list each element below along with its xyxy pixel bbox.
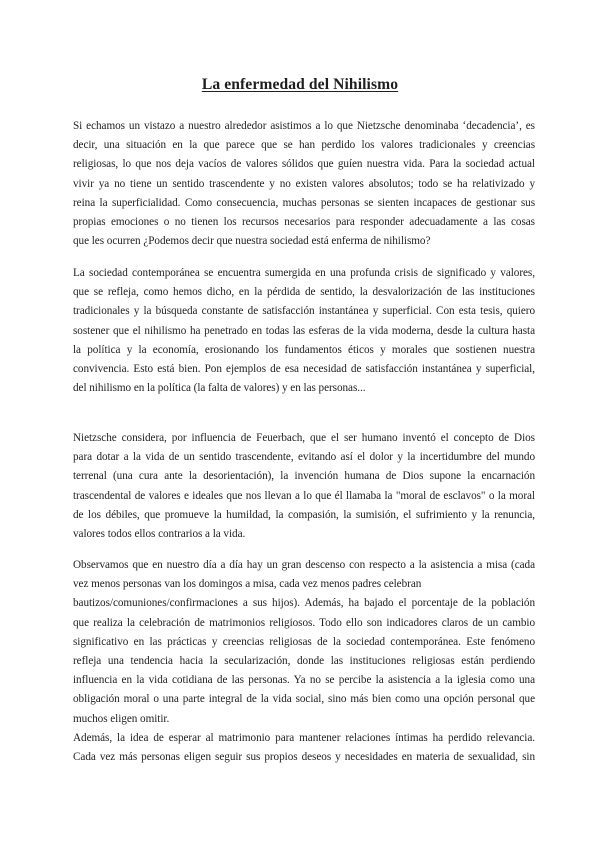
paragraph-line: vez menos personas van los domingos a misa, cada vez menos padres celebran (73, 578, 422, 591)
paragraph-line: terrenal (una cura ante la desorientación), la invención humana de Dios supone la encarnación (73, 470, 535, 483)
paragraph-line: bautizos/comuniones/confirmaciones a sus hijos). Además, ha bajado el porcentaje de la población (73, 597, 535, 610)
paragraph-4 (73, 556, 535, 729)
paragraph-line: obligación moral o una parte integral de la vida social, sino más bien como una opción personal que (73, 693, 535, 706)
paragraph-line: influencia en la vida cotidiana de las personas. Ya no se percibe la asistencia a la iglesia como una (73, 674, 535, 687)
paragraph-line: convivencia. Esto está bien. Pon ejemplos de esa necesidad de satisfacción instantánea y superficial, (73, 362, 535, 375)
paragraph-line: Cada vez más personas eligen seguir sus propios deseos y necesidades en materia de sexualidad, sin (73, 751, 535, 764)
paragraph-line: La sociedad contemporánea se encuentra sumergida en una profunda crisis de significado y valores, (73, 267, 535, 279)
paragraph-line: significativo en las prácticas y creencias religiosas de la sociedad contemporánea. Este fenómeno (73, 635, 535, 648)
paragraph-line: vivir ya no tiene un sentido trascendente y no existen valores absolutos; todo se ha relativizado y (73, 177, 535, 190)
paragraph-line: de los débiles, que promueve la humildad, la compasión, la sumisión, el sufrimiento y la renuncia, (73, 508, 535, 521)
paragraph-line: valores todos ellos contrarios a la vida. (73, 527, 246, 540)
paragraph-line: tradicionales y la búsqueda constante de satisfacción instantánea y superficial. Con esta tesis, quiero (73, 305, 535, 318)
paragraph-line: Si echamos un vistazo a nuestro alrededor asistimos a lo que Nietzsche denominaba ‘decadencia’, es (73, 120, 535, 132)
paragraph-line: del nihilismo en la política (la falta de valores) y en las personas... (73, 382, 366, 395)
paragraph-line: la política y la economía, erosionando los fundamentos éticos y morales que sostienen nuestra (73, 343, 535, 356)
paragraph-line: Nietzsche considera, por influencia de Feuerbach, que el ser humano inventó el concepto de Dios (73, 432, 535, 444)
paragraph-line: trascendental de valores e ideales que nos llevan a lo que él llamaba la "moral de esclavos" o la moral (73, 489, 535, 502)
page-title: La enfermedad del Nihilismo (201, 76, 399, 93)
paragraph-line: decir, una situación en la que parece que se han perdido los valores tradicionales y creencias (73, 139, 535, 152)
paragraph-line: sostener que el nihilismo ha penetrado en todas las esferas de la vida moderna, desde la cultura hasta (73, 324, 535, 337)
paragraph-5 (73, 729, 535, 767)
paragraph-line: refleja una tendencia hacia la secularización, donde las instituciones religiosas están perdiendo (73, 654, 535, 667)
paragraph-line: muchos eligen omitir. (73, 712, 170, 725)
paragraph-line: Observamos que en nuestro día a día hay un gran descenso con respecto a la asistencia a misa (cada (73, 559, 535, 571)
paragraph-1 (73, 117, 535, 251)
paragraph-line: para dotar a la vida de un sentido trascendente, evitando así el dolor y la incertidumbre del mundo (73, 451, 535, 464)
paragraph-line: Además, la idea de esperar al matrimonio para mantener relaciones íntimas ha perdido relevancia. (73, 732, 535, 744)
paragraph-line: religiosas, lo que nos deja vacíos de valores sólidos que guíen nuestra vida. Para la sociedad actual (73, 158, 535, 171)
paragraph-2 (73, 264, 535, 398)
paragraph-line: propias emociones o no tienen los recursos necesarios para responder adecuadamente a las cosas (73, 215, 535, 228)
paragraph-line: que les ocurren ¿Podemos decir que nuestra sociedad está enferma de nihilismo? (73, 235, 431, 248)
paragraph-3 (73, 429, 535, 544)
paragraph-line: que realiza la celebración de matrimonios religiosos. Todo ello son indicadores claros de un cambio (73, 616, 535, 629)
paragraph-line: que se refleja, como hemos dicho, en la pérdida de sentido, la desvalorización de las instituciones (73, 286, 535, 299)
paragraph-line: reina la superficialidad. Como consecuencia, muchas personas se sienten incapaces de gestionar sus (73, 196, 535, 209)
